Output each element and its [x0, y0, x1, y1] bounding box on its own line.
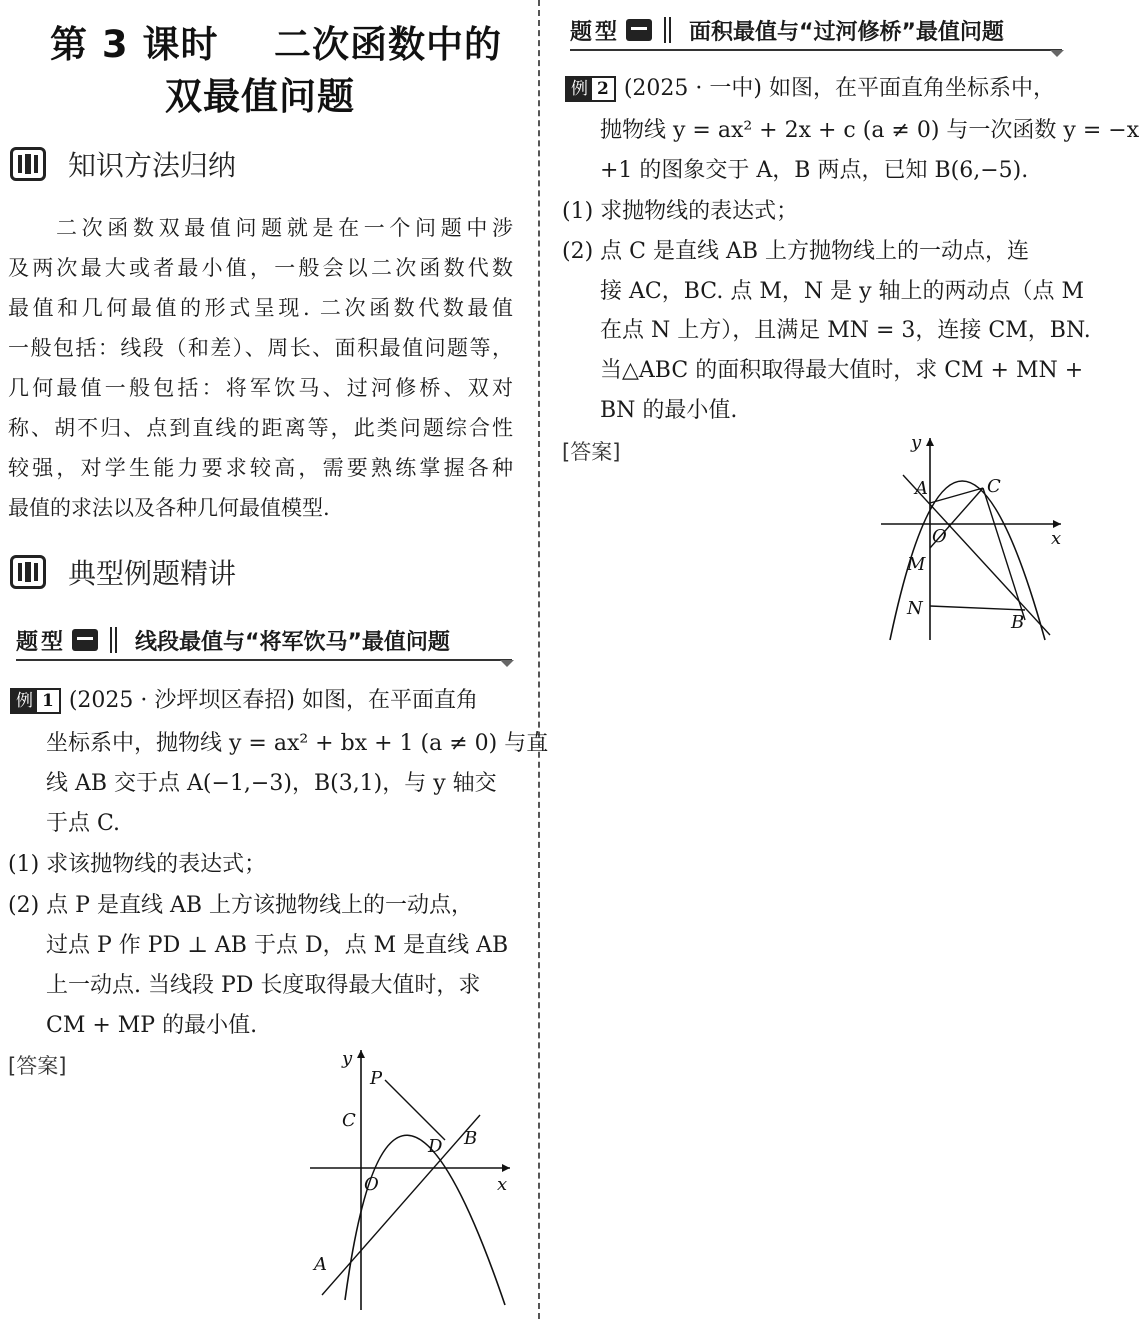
example2-tag: 例 2 [565, 76, 616, 102]
topic1-title: 线段最值与“将军饮马”最值问题 [135, 629, 450, 655]
example2-question2-line4: 当△ABC 的面积取得最大值时，求 CM + MN + [600, 358, 1084, 383]
topic-separator [110, 627, 117, 653]
topic2-marker [1050, 50, 1064, 57]
label-p: P [370, 1068, 383, 1089]
section-examples-header [10, 552, 236, 592]
segment-bc [983, 488, 1025, 620]
paragraph-line: 一般包括：线段（和差）、周长、面积最值问题等， [8, 336, 513, 360]
label-a: A [915, 478, 928, 499]
example1-line4: 于点 C. [46, 811, 121, 836]
example2-question2-line5: BN 的最小值. [600, 398, 738, 423]
lesson-title-line2: 双最值问题 [165, 75, 355, 118]
label-n: N [907, 598, 923, 619]
segment-pd [385, 1080, 445, 1140]
label-b: B [1011, 612, 1025, 633]
example2-question2-line3: 在点 N 上方），且满足 MN = 3，连接 CM，BN. [600, 318, 1091, 343]
y-axis-arrow-icon [926, 438, 934, 446]
line-ab [322, 1115, 480, 1295]
label-y: y [911, 432, 922, 453]
example1-question2-line4: CM + MP 的最小值. [46, 1013, 258, 1038]
paragraph-line: 最值的求法以及各种几何最值模型. [8, 496, 330, 520]
section-method-title: 知识方法归纳 [68, 149, 237, 182]
label-a: A [314, 1254, 327, 1275]
example1-line2: 坐标系中，抛物线 y = ax² + bx + 1 (a ≠ 0) 与直 [46, 731, 549, 756]
example2-answer-label: [答案] [562, 440, 621, 464]
x-axis-arrow-icon [1053, 520, 1061, 528]
label-d: D [428, 1136, 443, 1157]
example1-question2-line3: 上一动点. 当线段 PD 长度取得最大值时，求 [46, 973, 481, 998]
example1-answer-label: [答案] [8, 1054, 67, 1078]
label-b: B [464, 1128, 478, 1149]
example2-question2-line2: 接 AC，BC. 点 M，N 是 y 轴上的两动点（点 M [600, 279, 1085, 304]
topic-separator [664, 17, 671, 43]
label-c: C [342, 1110, 356, 1131]
label-origin: O [364, 1174, 379, 1195]
topic1-marker [500, 660, 514, 667]
example2-question1: (1) 求抛物线的表达式； [562, 199, 799, 224]
example1-question1: (1) 求该抛物线的表达式； [8, 852, 267, 877]
topic1-underline [16, 659, 512, 661]
paragraph-line: 二次函数双最值问题就是在一个问题中涉 [56, 216, 513, 240]
paragraph-line: 称、胡不归、点到直线的距离等，此类问题综合性 [8, 416, 513, 440]
y-axis-arrow-icon [357, 1050, 365, 1058]
topic-number-badge [72, 629, 98, 651]
example1-tag: 例 1 [10, 688, 61, 714]
topic2-underline [570, 49, 1062, 51]
label-y: y [342, 1048, 353, 1069]
example2-line1: 例 2 (2025 · 一中) 如图，在平面直角坐标系中， [565, 74, 1055, 104]
label-m: M [907, 554, 926, 575]
paragraph-line: 最值和几何最值的形式呈现. 二次函数代数最值 [8, 296, 513, 320]
x-axis-arrow-icon [502, 1164, 510, 1172]
column-divider [538, 0, 540, 1319]
example2-line2: 抛物线 y = ax² + 2x + c (a ≠ 0) 与一次函数 y = −x [600, 118, 1139, 143]
label-c: C [987, 476, 1001, 497]
book-icon [10, 555, 46, 589]
section-examples-title: 典型例题精讲 [68, 557, 237, 590]
label-x: x [497, 1174, 508, 1195]
example2-question2-line1: (2) 点 C 是直线 AB 上方抛物线上的一动点，连 [562, 239, 1030, 264]
example2-line3: +1 的图象交于 A，B 两点，已知 B(6,−5). [600, 158, 1029, 183]
book-icon [10, 147, 46, 181]
topic-label: 题型 [16, 629, 67, 655]
segment-ac [930, 488, 983, 503]
label-origin: O [932, 526, 947, 547]
lesson-title-line1: 第 3 课时 二次函数中的 [50, 23, 503, 66]
paragraph-line: 较强，对学生能力要求较高，需要熟练掌握各种 [8, 456, 513, 480]
parabola-curve [345, 1135, 508, 1305]
topic-label: 题型 [570, 19, 621, 45]
topic2-header [570, 12, 1004, 48]
example1-question2-line1: (2) 点 P 是直线 AB 上方该抛物线上的一动点， [8, 893, 473, 918]
section-method-header [10, 144, 236, 184]
example1-line1: 例 1 (2025 · 沙坪坝区春招) 如图，在平面直角 [10, 686, 478, 716]
topic-number-badge [626, 19, 652, 41]
segment-bn [930, 606, 1025, 610]
paragraph-line: 几何最值一般包括：将军饮马、过河修桥、双对 [8, 376, 513, 400]
example1-line3: 线 AB 交于点 A(−1,−3)，B(3,1)，与 y 轴交 [46, 771, 497, 796]
label-x: x [1051, 528, 1062, 549]
topic1-header [16, 622, 450, 658]
example1-question2-line2: 过点 P 作 PD ⊥ AB 于点 D，点 M 是直线 AB [46, 933, 509, 958]
example1-figure [300, 1040, 520, 1315]
topic2-title: 面积最值与“过河修桥”最值问题 [689, 19, 1004, 45]
example2-figure [875, 430, 1070, 645]
method-paragraph [8, 208, 513, 528]
paragraph-line: 及两次最大或者最小值，一般会以二次函数代数 [8, 256, 513, 280]
